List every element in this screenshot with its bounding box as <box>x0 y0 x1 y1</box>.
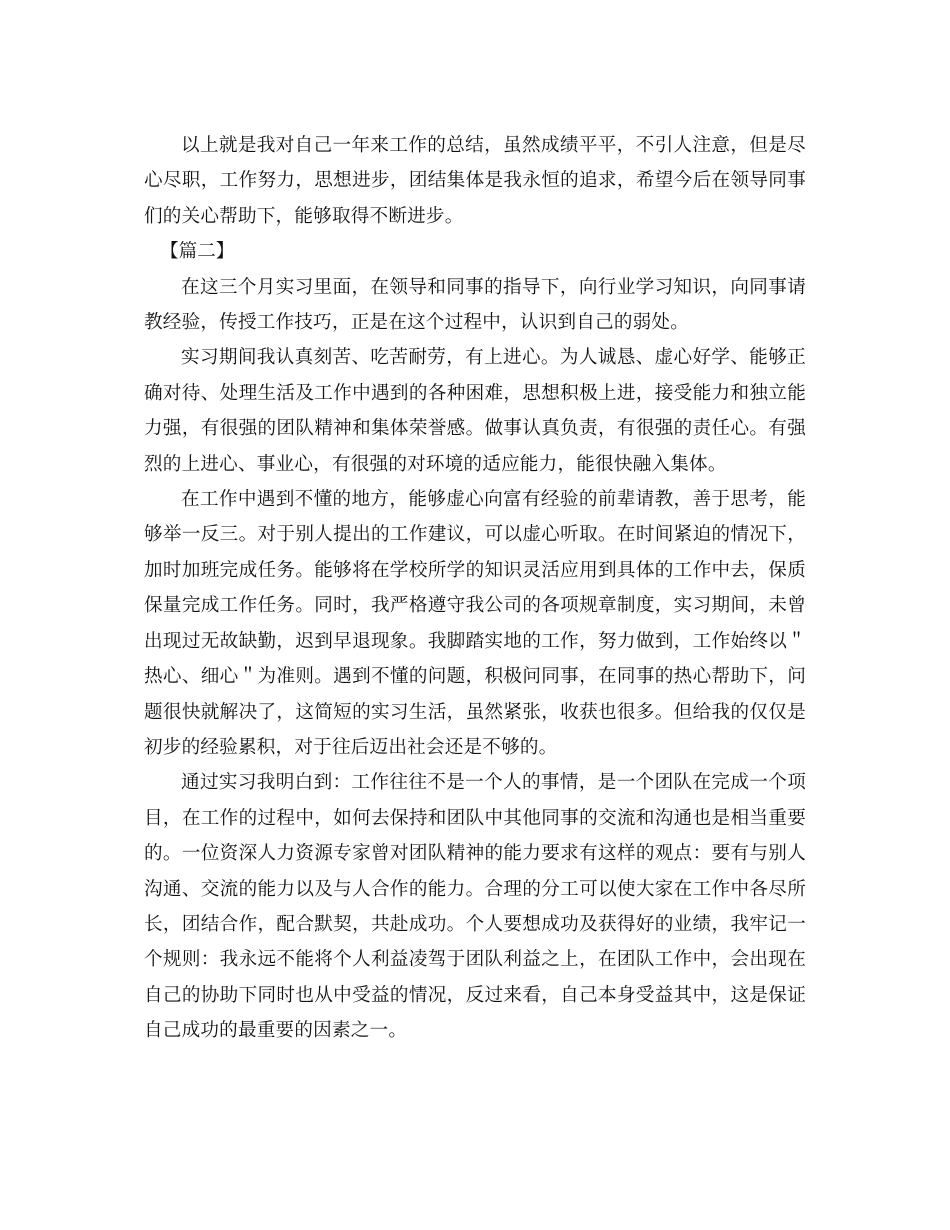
paragraph-teamwork: 通过实习我明白到：工作往往不是一个人的事情，是一个团队在完成一个项目，在工作的过程中，如何去保持和团队中其他同事的交流和沟通也是相当重要的。一位资深人力资源专家曾对团队精神的能力要求有这样的观点：要有与别人沟通、交流的能力以及与人合作的能力。合理的分工可以使大家在工作中各尽所长，团结合作，配合默契，共赴成功。个人要想成功及获得好的业绩，我牢记一个规则：我永远不能将个人利益凌驾于团队利益之上，在团队工作中，会出现在自己的协助下同时也从中受益的情况，反过来看，自己本身受益其中，这是保证自己成功的最重要的因素之一。 <box>144 772 806 1042</box>
document-page <box>144 128 806 1049</box>
paragraph-summary: 以上就是我对自己一年来工作的总结，虽然成绩平平，不引人注意，但是尽心尽职，工作努力，思想进步，团结集体是我永恒的追求，希望今后在领导同事们的关心帮助下，能够取得不断进步。 <box>144 135 806 227</box>
paragraph-work-approach: 在工作中遇到不懂的地方，能够虚心向富有经验的前辈请教，善于思考，能够举一反三。对于别人提出的工作建议，可以虚心听取。在时间紧迫的情况下，加时加班完成任务。能够将在学校所学的知识灵活应用到具体的工作中去，保质保量完成工作任务。同时，我严格遵守我公司的各项规章制度，实习期间，未曾出现过无故缺勤，迟到早退现象。我脚踏实地的工作，努力做到，工作始终以＂热心、细心＂为准则。遇到不懂的问题，积极问同事，在同事的热心帮助下，问题很快就解决了，这简短的实习生活，虽然紧张，收获也很多。但给我的仅仅是初步的经验累积，对于往后迈出社会还是不够的。 <box>144 489 806 758</box>
paragraph-internship-intro: 在这三个月实习里面，在领导和同事的指导下，向行业学习知识，向同事请教经验，传授工作技巧，正是在这个过程中，认识到自己的弱处。 <box>144 276 806 334</box>
paragraph-attitude: 实习期间我认真刻苦、吃苦耐劳，有上进心。为人诚恳、虚心好学、能够正确对待、处理生活及工作中遇到的各种困难，思想积极上进，接受能力和独立能力强，有很强的团队精神和集体荣誉感。做事认真负责，有很强的责任心。有强烈的上进心、事业心，有很强的对环境的适应能力，能很快融入集体。 <box>144 347 806 475</box>
section-heading: 【篇二】 <box>160 241 235 263</box>
